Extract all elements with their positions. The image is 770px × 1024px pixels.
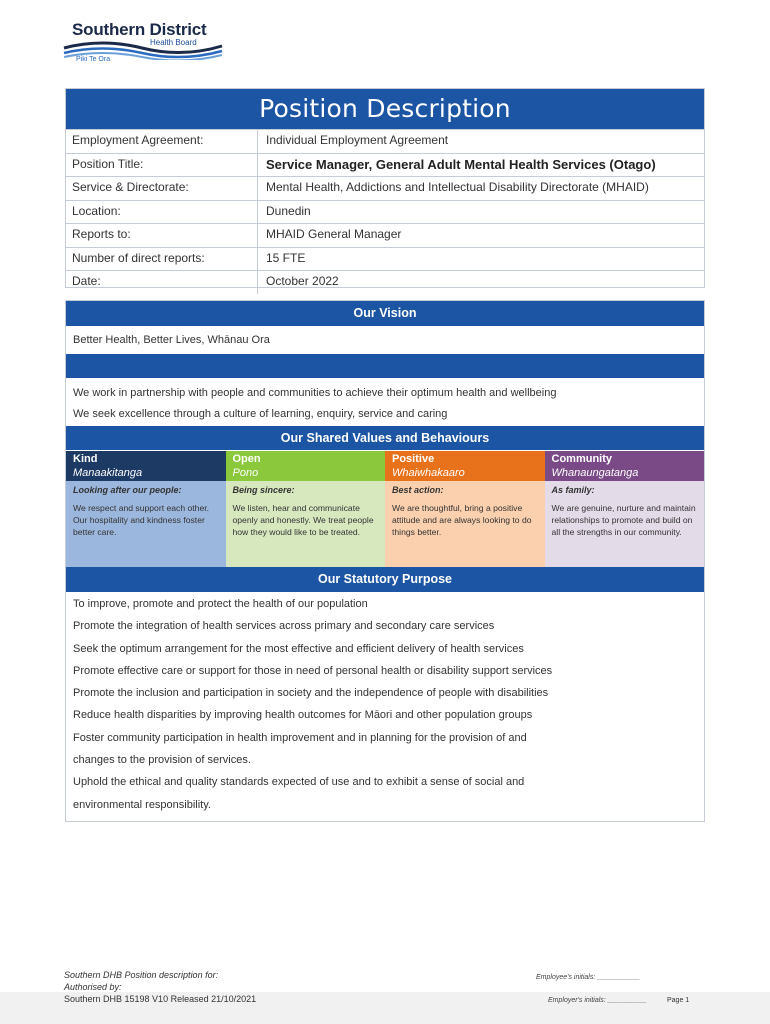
purpose-line: Seek the optimum arrangement for the most effective and efficient delivery of health services (73, 642, 524, 655)
purpose-line: Promote the inclusion and participation in society and the independence of people with disabilities (73, 687, 549, 700)
position-description-table (65, 88, 705, 288)
row-label: Date: (66, 271, 258, 294)
row-label: Number of direct reports: (66, 248, 258, 271)
purpose-line: Promote effective care or support for those in need of personal health or disability support services (73, 664, 553, 677)
table-row (66, 247, 704, 271)
footer-release: Southern DHB 15198 V10 Released 21/10/2021 (64, 994, 257, 1004)
page-title: Position Description (66, 89, 704, 129)
footer-pd-for: Southern DHB Position description for: (64, 970, 219, 980)
mission-line: We work in partnership with people and communities to achieve their optimum health and wellbeing (73, 387, 557, 399)
row-value: MHAID General Manager (266, 227, 402, 241)
sdhb-logo (62, 14, 232, 70)
logo-name: Southern District (72, 20, 207, 39)
vision-heading: Our Vision (66, 301, 704, 326)
row-label: Location: (66, 201, 258, 224)
value-title: As family: (551, 485, 595, 495)
purpose-line: To improve, promote and protect the health of our population (73, 598, 368, 610)
footer-authorised: Authorised by: (64, 982, 122, 992)
value-description: We are thoughtful, bring a positive attitude and are always looking to do things better. (392, 503, 532, 537)
organisation-info-box (65, 300, 705, 822)
mission-band (66, 354, 704, 378)
purpose-line: environmental responsibility. (73, 798, 211, 811)
value-name: Positive (385, 451, 545, 467)
page-number: Page 1 (667, 997, 690, 1004)
table-row (66, 270, 704, 294)
mission-line: We seek excellence through a culture of learning, enquiry, service and caring (73, 408, 448, 420)
row-label: Reports to: (66, 224, 258, 247)
purpose-line: Foster community participation in health improvement and in planning for the provision of and (73, 731, 527, 744)
row-label: Position Title: (66, 154, 258, 177)
row-label: Service & Directorate: (66, 177, 258, 200)
table-row (66, 153, 704, 177)
employee-initials: Employee's initials: ___________ (536, 974, 641, 981)
row-value: Mental Health, Addictions and Intellectual Disability Directorate (MHAID) (266, 180, 649, 194)
logo-tagline: Piki Te Ora (76, 56, 111, 63)
value-community (545, 451, 705, 567)
value-body (66, 481, 226, 567)
values-heading: Our Shared Values and Behaviours (66, 426, 704, 450)
logo-subtitle: Health Board (150, 38, 197, 47)
table-row (66, 223, 704, 247)
table-row (66, 200, 704, 224)
purpose-line: changes to the provision of services. (73, 754, 251, 767)
value-maori-name: Pono (226, 467, 386, 481)
value-title: Being sincere: (232, 485, 295, 495)
purpose-line: Uphold the ethical and quality standards expected of use and to exhibit a sense of social and (73, 776, 525, 789)
value-name: Open (226, 451, 386, 467)
value-description: We listen, hear and communicate openly and honestly. We treat people how they would like to be treated. (232, 503, 374, 537)
value-description: We are genuine, nurture and maintain relationships to promote and build on all the strengths in our community. (551, 503, 696, 537)
row-value: Dunedin (266, 203, 311, 218)
value-maori-name: Whaiwhakaaro (385, 467, 545, 481)
purpose-heading: Our Statutory Purpose (66, 567, 704, 592)
value-description: We respect and support each other. Our hospitality and kindness foster better care. (73, 503, 209, 537)
value-open (226, 451, 386, 567)
value-body (226, 481, 386, 567)
employer-initials: Employer's initials: __________ (548, 997, 647, 1004)
purpose-list (66, 592, 704, 816)
row-value: Individual Employment Agreement (266, 133, 449, 147)
footer-info (64, 969, 256, 1005)
value-maori-name: Manaakitanga (66, 467, 226, 481)
table-row (66, 176, 704, 200)
value-kind (66, 451, 226, 567)
value-title: Best action: (392, 485, 444, 495)
row-value: October 2022 (266, 274, 339, 288)
value-body (545, 481, 705, 567)
values-grid (66, 450, 704, 567)
purpose-line: Reduce health disparities by improving health outcomes for Māori and other population groups (73, 709, 533, 722)
vision-text: Better Health, Better Lives, Whānau Ora (73, 334, 270, 346)
value-body (385, 481, 545, 567)
position-title-value: Service Manager, General Adult Mental Health Services (Otago) (266, 156, 656, 172)
value-name: Kind (66, 451, 226, 467)
value-maori-name: Whanaungatanga (545, 467, 705, 481)
table-row (66, 129, 704, 153)
row-value: 15 FTE (266, 250, 306, 265)
value-name: Community (545, 451, 705, 467)
value-positive (385, 451, 545, 567)
purpose-line: Promote the integration of health services across primary and secondary care services (73, 620, 495, 633)
value-title: Looking after our people: (73, 485, 182, 495)
row-label: Employment Agreement: (66, 130, 258, 153)
